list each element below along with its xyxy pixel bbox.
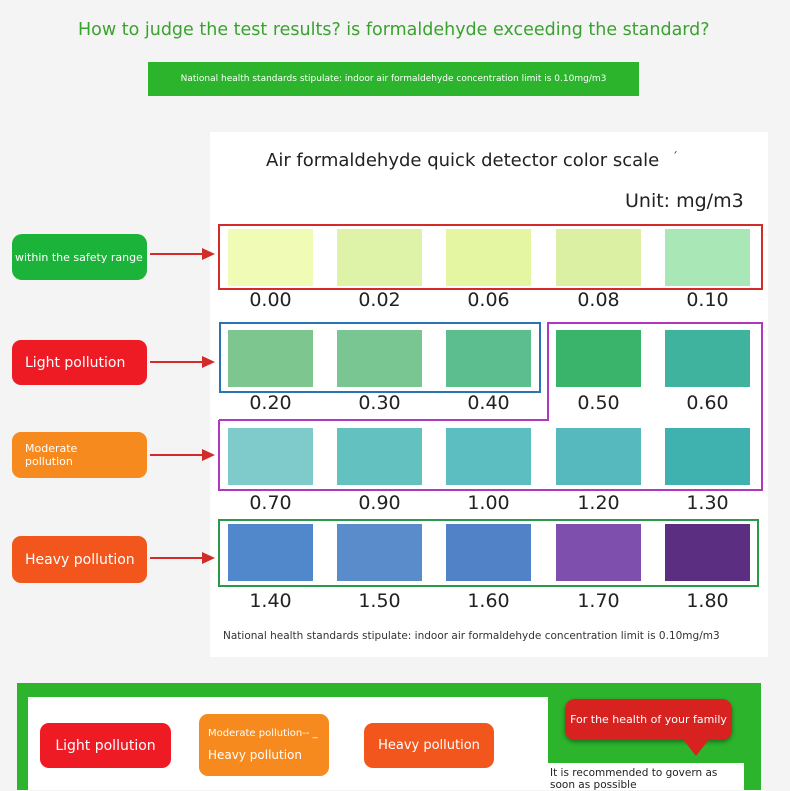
swatch-value-label: 0.02 — [358, 289, 401, 311]
color-swatch — [228, 428, 313, 485]
moderate-pollution-label — [12, 432, 147, 478]
swatch-value-label: 1.70 — [577, 590, 620, 612]
color-swatch — [556, 330, 641, 387]
family-health-text: For the health of your family — [570, 713, 727, 726]
page-headline: How to judge the test results? is formaldehyde exceeding the standard? — [78, 20, 710, 40]
color-swatch — [665, 330, 750, 387]
color-swatch — [556, 229, 641, 286]
bottom-light-pollution-button — [40, 723, 171, 768]
swatch-value-label: 0.50 — [577, 392, 620, 414]
arrow-right-icon — [150, 448, 216, 462]
moderate-pollution-text: Moderate pollution — [25, 442, 78, 468]
swatch-value-label: 1.30 — [686, 492, 729, 514]
bottom-heavy-text: Heavy pollution — [208, 748, 302, 762]
light-pollution-label — [12, 340, 147, 385]
swatch-value-label: 1.80 — [686, 590, 729, 612]
swatch-value-label: 0.10 — [686, 289, 729, 311]
bottom-light-pollution-text: Light pollution — [55, 737, 156, 754]
bottom-moderate-text: Moderate pollution-- _ — [208, 728, 318, 739]
swatch-value-label: 0.70 — [249, 492, 292, 514]
color-swatch — [337, 330, 422, 387]
bottom-heavy-pollution-button — [364, 723, 494, 768]
color-swatch — [337, 229, 422, 286]
swatch-value-label: 0.40 — [467, 392, 510, 414]
color-swatch — [446, 229, 531, 286]
swatch-value-label: 0.08 — [577, 289, 620, 311]
arrow-right-icon — [150, 247, 216, 261]
color-swatch — [665, 229, 750, 286]
color-swatch — [228, 524, 313, 581]
standard-note: National health standards stipulate: indoor air formaldehyde concentration limit is 0.10mg/m3 — [223, 630, 720, 642]
swatch-value-label: 0.00 — [249, 289, 292, 311]
swatch-value-label: 1.40 — [249, 590, 292, 612]
bottom-heavy-pollution-text: Heavy pollution — [378, 738, 480, 753]
color-swatch — [665, 524, 750, 581]
bottom-moderate-pollution-button — [199, 714, 329, 776]
scale-title: Air formaldehyde quick detector color scale — [266, 150, 660, 171]
color-swatch — [446, 524, 531, 581]
color-swatch — [446, 428, 531, 485]
unit-label: Unit: mg/m3 — [625, 190, 744, 212]
color-swatch — [556, 524, 641, 581]
color-swatch — [228, 330, 313, 387]
color-swatch — [446, 330, 531, 387]
color-swatch — [556, 428, 641, 485]
arrow-right-icon — [150, 355, 216, 369]
color-swatch — [228, 229, 313, 286]
stray-mark: ˊ — [672, 150, 678, 164]
swatch-value-label: 0.90 — [358, 492, 401, 514]
swatch-value-label: 0.60 — [686, 392, 729, 414]
swatch-value-label: 0.30 — [358, 392, 401, 414]
safety-range-label — [12, 234, 147, 280]
family-health-bubble — [565, 699, 732, 740]
swatch-value-label: 0.20 — [249, 392, 292, 414]
heavy-pollution-text: Heavy pollution — [25, 551, 135, 568]
heavy-pollution-label — [12, 536, 147, 583]
recommend-text: It is recommended to govern as soon as possible — [550, 767, 718, 791]
color-swatch — [665, 428, 750, 485]
swatch-value-label: 1.00 — [467, 492, 510, 514]
speech-bubble-tail — [682, 738, 710, 758]
swatch-value-label: 0.06 — [467, 289, 510, 311]
color-swatch — [337, 428, 422, 485]
arrow-right-icon — [150, 551, 216, 565]
safety-range-text: within the safety range — [15, 250, 143, 264]
light-pollution-text: Light pollution — [25, 354, 126, 371]
swatch-value-label: 1.20 — [577, 492, 620, 514]
swatch-value-label: 1.50 — [358, 590, 401, 612]
color-swatch — [337, 524, 422, 581]
standard-banner: National health standards stipulate: indoor air formaldehyde concentration limit is 0.10mg/m3 — [148, 62, 639, 96]
swatch-value-label: 1.60 — [467, 590, 510, 612]
